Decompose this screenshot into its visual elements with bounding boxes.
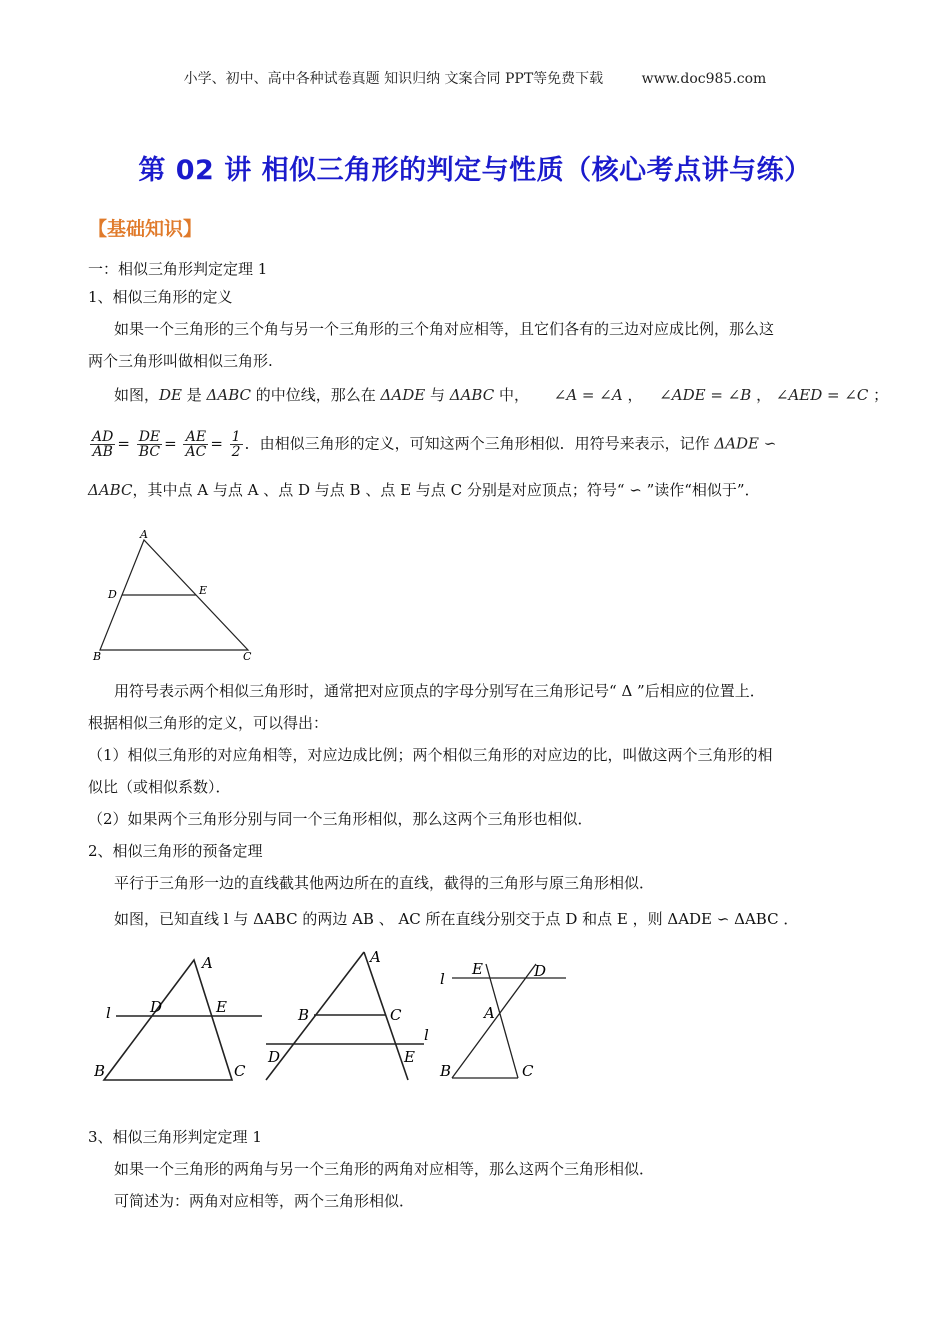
math: DE bbox=[159, 386, 182, 404]
paragraph: 平行于三角形一边的直线截其他两边所在的直线，截得的三角形与原三角形相似． bbox=[114, 874, 655, 892]
label-d: D bbox=[150, 998, 163, 1016]
paragraph: 可简述为：两角对应相等，两个三角形相似． bbox=[114, 1192, 415, 1210]
math: ΔABC bbox=[206, 386, 251, 404]
math: ΔABC bbox=[449, 386, 495, 404]
math: ∠ADE = ∠B bbox=[659, 386, 752, 404]
denominator: 2 bbox=[231, 444, 241, 460]
line-ab bbox=[266, 952, 364, 1080]
text: ，其中点 A 与点 A 、点 D 与点 B 、点 E 与点 C 分别是对应顶点；符号“ ∽ ”读作“相似于”． bbox=[132, 481, 760, 499]
fraction bbox=[90, 430, 115, 459]
label-e: E bbox=[404, 1048, 415, 1066]
text: 如图， bbox=[114, 386, 160, 404]
denominator: BC bbox=[138, 444, 161, 460]
math: ΔADE bbox=[380, 386, 426, 404]
text: 与 bbox=[425, 386, 450, 404]
math: ∠A = ∠A bbox=[553, 386, 623, 404]
figure-case-1 bbox=[94, 948, 274, 1088]
figure-case-3 bbox=[436, 954, 586, 1086]
label-d: D bbox=[534, 962, 547, 980]
paragraph: 用符号表示两个相似三角形时，通常把对应顶点的字母分别写在三角形记号“ Δ ”后相应的位置上． bbox=[114, 682, 765, 700]
label-e: E bbox=[216, 998, 227, 1016]
paragraph: 根据相似三角形的定义，可以得出： bbox=[88, 714, 329, 732]
label-b: B bbox=[93, 650, 102, 663]
numerator: AD bbox=[92, 429, 114, 445]
fraction bbox=[183, 430, 208, 459]
label-a: A bbox=[140, 528, 148, 541]
math: ΔABC bbox=[88, 481, 133, 499]
label-a: A bbox=[370, 948, 381, 966]
paragraph: 如果一个三角形的两角与另一个三角形的两角对应相等，那么这两个三角形相似． bbox=[114, 1160, 655, 1178]
subheading-definition: 1、相似三角形的定义 bbox=[88, 288, 233, 306]
header-url[interactable]: www.doc985.com bbox=[641, 71, 767, 87]
label-c: C bbox=[243, 650, 252, 663]
figure-case-2 bbox=[262, 944, 442, 1090]
denominator: AC bbox=[185, 444, 207, 460]
subheading-prep-theorem: 2、相似三角形的预备定理 bbox=[88, 842, 263, 860]
figure-midline-triangle bbox=[88, 528, 268, 668]
paragraph-ratio: $\frac{AD}{AB}$ = $\frac{DE}{BC}$ = $\frac{AE}{AC}$ = $\frac{1}{2}$ ．由相似三角形的定义，可知这两个三角形相似．用符号来表示，记作 ΔADE ∽ bbox=[92, 429, 777, 460]
label-d: D bbox=[268, 1048, 281, 1066]
label-a: A bbox=[202, 954, 213, 972]
label-e: E bbox=[472, 960, 483, 978]
numerator: 1 bbox=[231, 429, 241, 445]
denominator: AB bbox=[92, 444, 113, 460]
label-b: B bbox=[298, 1006, 310, 1024]
label-e: E bbox=[199, 584, 208, 597]
paragraph: 似比（或相似系数）． bbox=[88, 778, 231, 796]
label-l: l bbox=[424, 1026, 429, 1044]
label-l: l bbox=[106, 1004, 111, 1022]
label-a: A bbox=[484, 1004, 495, 1022]
label-d: D bbox=[108, 588, 117, 601]
paragraph: （1）相似三角形的对应角相等，对应边成比例；两个相似三角形的对应边的比，叫做这两个三角形的相 bbox=[88, 746, 773, 764]
section-heading: 一：相似三角形判定定理 1 bbox=[88, 260, 268, 278]
paragraph: 如果一个三角形的三个角与另一个三角形的三个角对应相等，且它们各有的三边对应成比例，那么这 bbox=[114, 320, 775, 338]
paragraph: 如图，已知直线 l 与 ΔABC 的两边 AB 、 AC 所在直线分别交于点 D 和点 E ，则 ΔADE ∽ ΔABC ． bbox=[114, 910, 799, 928]
label-c: C bbox=[234, 1062, 246, 1080]
paragraph-midline: 如图，DE 是 ΔABC 的中位线，那么在 ΔADE 与 ΔABC 中， ∠A = ∠A ， ∠ADE = ∠B ， ∠AED = ∠C ； bbox=[114, 386, 889, 404]
math: ∠AED = ∠C bbox=[775, 386, 869, 404]
label-c: C bbox=[390, 1006, 402, 1024]
fraction bbox=[230, 430, 243, 459]
paragraph-correspondence bbox=[88, 483, 760, 498]
page-title: 第 02 讲 相似三角形的判定与性质（核心考点讲与练） bbox=[138, 155, 812, 186]
header-text: 小学、初中、高中各种试卷真题 知识归纳 文案合同 PPT等免费下载 bbox=[183, 71, 604, 87]
numerator: DE bbox=[138, 429, 161, 445]
subheading-theorem-1: 3、相似三角形判定定理 1 bbox=[88, 1128, 262, 1146]
section-tag: 【基础知识】 bbox=[88, 218, 203, 240]
numerator: AE bbox=[183, 430, 208, 445]
label-l: l bbox=[440, 970, 445, 988]
text: 的中位线，那么在 bbox=[251, 386, 381, 404]
fraction bbox=[137, 430, 162, 459]
math: ΔADE ∽ bbox=[714, 434, 777, 453]
paragraph: 两个三角形叫做相似三角形. bbox=[88, 352, 273, 370]
paragraph: （2）如果两个三角形分别与同一个三角形相似，那么这两个三角形也相似． bbox=[88, 810, 593, 828]
page-header bbox=[0, 68, 950, 88]
text: 是 bbox=[182, 386, 207, 404]
text: ．由相似三角形的定义，可知这两个三角形相似．用符号来表示，记作 bbox=[244, 434, 715, 453]
label-b: B bbox=[440, 1062, 452, 1080]
label-b: B bbox=[94, 1062, 106, 1080]
label-c: C bbox=[522, 1062, 534, 1080]
text: 中， bbox=[494, 386, 529, 404]
triangle-abc bbox=[104, 960, 232, 1080]
